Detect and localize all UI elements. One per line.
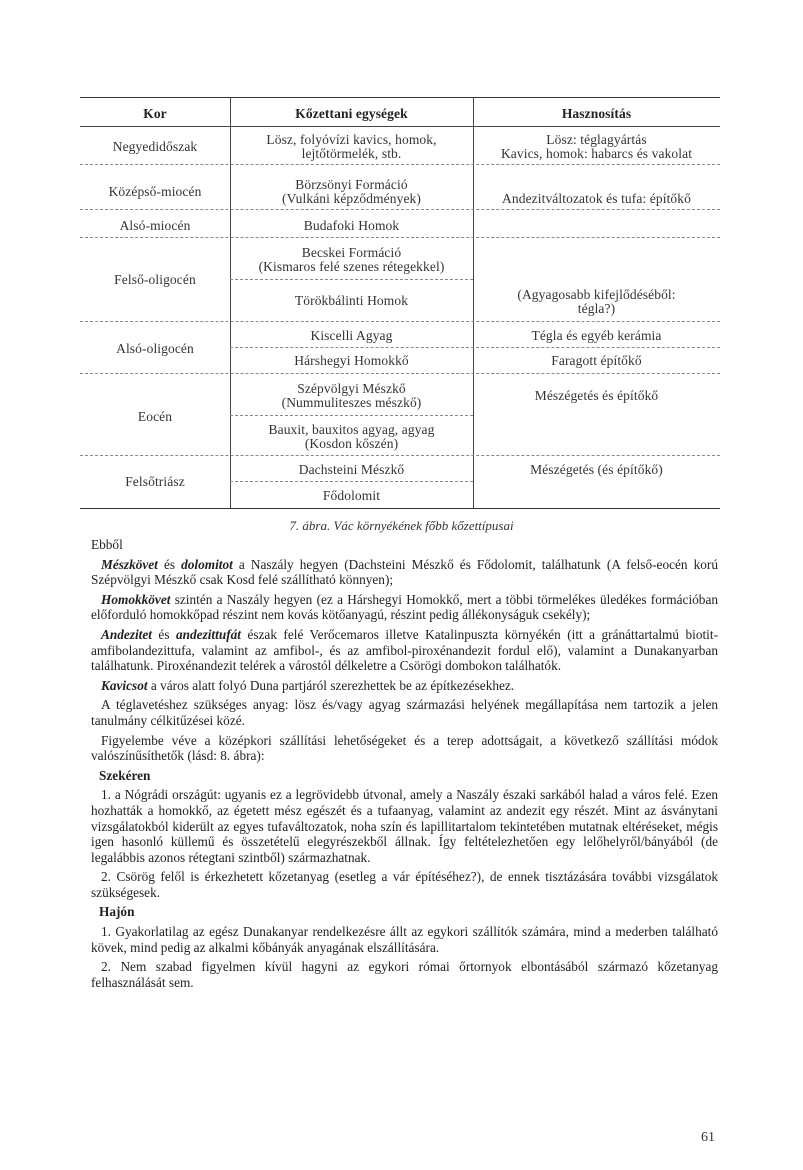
age-felsotriasz: Felsőtriász [125,474,185,489]
term-andezittufat: andezittufát [175,626,241,642]
row-separator [230,279,473,280]
rock-torokbalinti-homok: Törökbálinti Homok [294,293,409,308]
paragraph-kavicsot [91,678,718,694]
paragraph-text: észak felé Verőcemaros illetve Katalinpuszta környékén (itt a gránáttartalmú biotit-amfibolandezittufa, valamint az amfibol-, és az amfibol-piroxénandezit fordul elő), valamint a Dunakanyarban találhatunk. Piroxénandezit telérek a várostól délkeletre a Csörögi dombokon találhatók. [91,626,719,674]
connector: és [151,626,176,642]
age-eocen: Eocén [137,409,173,424]
term-dolomitot: dolomitot [181,556,233,572]
header-separator [80,126,720,127]
header-kozettani-egysegek: Kőzettani egységek [295,106,408,121]
header-hasznositas: Hasznosítás [561,106,632,121]
row-separator [230,347,720,348]
rock-becskei-1: Becskei Formáció [301,245,402,260]
figure-caption: 7. ábra. Vác környékének főbb kőzettípusai [289,518,514,533]
row-separator [80,321,720,322]
row-separator [80,455,720,456]
page-number: 61 [701,1130,715,1145]
row-separator [230,415,473,416]
term-andezitet: Andezitet [101,626,152,642]
rock-bauxit-2: (Kosdon kőszén) [304,436,399,451]
rock-kiscelli-agyag: Kiscelli Agyag [310,328,393,343]
subheading-hajon: Hajón [99,904,135,920]
rock-becskei-2: (Kismaros felé szenes rétegekkel) [258,259,445,274]
term-meszkovet: Mészkövet [101,556,158,572]
age-also-oligocen: Alsó-oligocén [116,341,194,356]
paragraph-dunakanyar: 1. Gyakorlatilag az egész Dunakanyar rendelkezésre állt az egykori szállítók számára, mind a mederben található kövek, mind pedig az alkalmi kőbányák anyagának elszállítására. [91,924,718,955]
ebbol-text: Ebből [91,537,123,552]
rock-harshegyi-homokko: Hárshegyi Homokkő [294,353,409,368]
paragraph-csorog: 2. Csörög felől is érkezhetett kőzetanyag (esetleg a vár építéséhez?), de ennek tisztázására további vizsgálatok szükségesek. [91,869,718,900]
use-meszegetes-epitoko: Mészégetés és építőkő [534,388,659,403]
paragraph-text: a város alatt folyó Duna partjáról szerezhettek be az építkezésekhez. [147,677,515,693]
paragraph-text: a Naszály hegyen (Dachsteini Mészkő és Fődolomit, találhatunk (A felső-eocén korú Szépvölgyi Mészkő csak Kosd felé szállítható könnyen); [91,556,718,588]
use-kavics-homok: Kavics, homok: habarcs és vakolat [500,146,693,161]
rock-fodolomit: Fődolomit [322,488,381,503]
paragraph-text: szintén a Naszály hegyen (ez a Hárshegyi Homokkő, mert a többi törmelékes üledékes formációban előforduló homokkőpad részint nem kovás kötőanyagú, részint pedig állékonyságuk csekély); [91,591,718,623]
subheading-szekeren: Szekéren [99,767,151,783]
paragraph-ebbol [91,537,718,553]
rock-losz-kavics-1: Lösz, folyóvízi kavics, homok, [266,132,437,147]
rock-types-table [80,97,720,509]
rock-szepvolgyi-1: Szépvölgyi Mészkő [297,381,406,396]
use-agyagosabb-1: (Agyagosabb kifejlődéséből: [517,287,676,302]
rock-borzsonyi-2: (Vulkáni képződmények) [282,191,421,206]
paragraph-romai-ortornyok: 2. Nem szabad figyelmen kívül hagyni az egykori római őrtornyok elbontásából származó kőzetanyag felhasználását sem. [91,959,718,990]
use-agyagosabb-2: tégla?) [577,301,616,316]
age-felso-oligocen: Felső-oligocén [114,272,196,287]
row-separator [80,373,720,374]
paragraph-meszkovet [91,557,718,588]
paragraph-teglavetes: A téglavetéshez szükséges anyag: lösz és/vagy agyag származási helyének megállapítása nem tartozik a jelen tanulmány célkitűzései közé. [91,697,718,728]
connector: és [157,556,182,572]
paragraph-homokkovet [91,592,718,623]
rock-borzsonyi-1: Börzsönyi Formáció [295,177,408,192]
row-separator [80,164,720,165]
age-kozepso-miocen: Középső-miocén [108,184,202,199]
paragraph-andezitet [91,627,718,674]
paragraph-figyelembe: Figyelembe véve a középkori szállítási lehetőségeket és a terep adottságait, a következő szállítási módok valószínűsíthetők (lásd: 8. ábra): [91,732,718,764]
term-homokkovet: Homokkövet [101,591,171,607]
age-negyedidoszak: Negyedidőszak [112,139,198,154]
use-andezit: Andezitváltozatok és tufa: építőkő [502,191,691,206]
row-separator [230,481,473,482]
use-losz: Lösz: téglagyártás [546,132,647,147]
rock-szepvolgyi-2: (Nummuliteszes mészkő) [281,395,422,410]
paragraph-nogradi-orszagut: 1. a Nógrádi országút: ugyanis ez a legrövidebb útvonal, amely a Naszály északi sarkából halad a város felé. Ezen hozhatták a homokkő, az égetett mész egészét és a tufaanyag, valamint az andezit egy részét. Mint az ásványtani vizsgálatokból kiderült az egyes tufaváltozatok, noha szín és lapillitartalom tekintetében mutatnak eltéréseket, mégis igen hasonló küllemű és összetételű elegyrészekből állnak. Így feltételezhetően egy lelőhelyről/bányából (de legalábbis azonos rétegtani szintből) származhatnak. [91,787,718,865]
rock-bauxit-1: Bauxit, bauxitos agyag, agyag [268,422,435,437]
row-separator [80,209,720,210]
rock-dachsteini-meszko: Dachsteini Mészkő [298,462,405,477]
rock-budafoki-homok: Budafoki Homok [303,218,400,233]
use-faragott-epitoko: Faragott építőkő [551,353,642,368]
term-kavicsot: Kavicsot [101,677,148,693]
use-tegla-keramia: Tégla és egyéb kerámia [531,328,662,343]
age-also-miocen: Alsó-miocén [119,218,191,233]
row-separator [80,237,720,238]
body-text [91,537,718,994]
use-meszegetes-es-epitoko: Mészégetés (és építőkő) [530,462,663,477]
rock-losz-kavics-2: lejtőtörmelék, stb. [301,146,402,161]
header-kor: Kor [143,106,167,121]
